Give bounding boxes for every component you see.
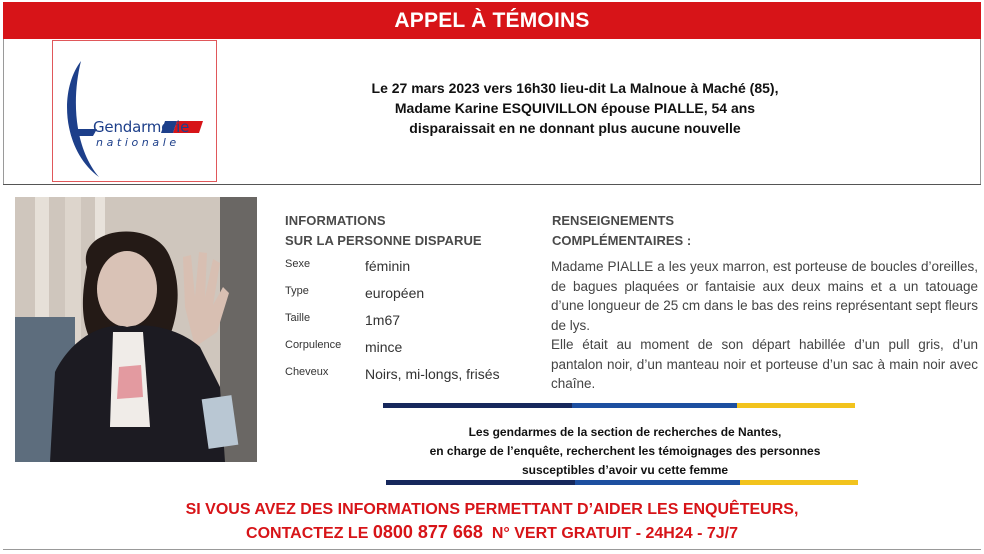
info-value-cheveux: Noirs, mi-longs, frisés xyxy=(365,366,500,382)
info-section-title xyxy=(285,211,482,251)
renseignements-title-line: RENSEIGNEMENTS xyxy=(552,213,675,228)
phone-number[interactable]: 0800 877 668 xyxy=(372,522,483,542)
info-label-cheveux: Cheveux xyxy=(285,366,329,378)
logo-text-gendarmerie: Gendarmerie xyxy=(93,118,190,136)
renseignements-paragraph: Elle était au moment de son départ habillée d’un pull gris, d’un pantalon noir, d’un manteau noir et porteuse d’un sac à main noir avec chaîne. xyxy=(551,337,978,391)
gendarmes-line: susceptibles d’avoir vu cette femme xyxy=(521,463,729,477)
tricolor-bar-bottom xyxy=(386,480,858,485)
call-to-action xyxy=(100,498,884,545)
intro-line: Madame Karine ESQUIVILLON épouse PIALLE, 54 ans xyxy=(394,100,756,116)
gendarmes-line: en charge de l’enquête, recherchent les témoignages des personnes xyxy=(429,444,821,458)
info-title-line: SUR LA PERSONNE DISPARUE xyxy=(285,233,482,248)
info-title-line: INFORMATIONS xyxy=(285,213,386,228)
tricolor-bar-top xyxy=(383,403,855,408)
logo-text-nationale: nationale xyxy=(96,136,180,149)
divider xyxy=(3,184,981,185)
gendarmerie-logo xyxy=(52,40,217,182)
info-value-taille: 1m67 xyxy=(365,312,401,328)
intro-text xyxy=(310,78,840,138)
intro-line: Le 27 mars 2023 vers 16h30 lieu-dit La Malnoue à Maché (85), xyxy=(371,80,779,96)
cta-suffix: N° VERT GRATUIT - 24H24 - 7J/7 xyxy=(482,525,738,542)
renseignements-text xyxy=(551,257,978,394)
renseignements-paragraph: Madame PIALLE a les yeux marron, est porteuse de boucles d’oreilles, de bagues plaquées or fantaisie aux deux mains et a un tatouage d’une longueur de 25 cm dans le bas des reins représentant sept fleurs de lys. xyxy=(551,259,978,333)
info-value-corpulence: mince xyxy=(365,339,403,355)
info-label-taille: Taille xyxy=(285,312,311,324)
frame-border-left xyxy=(3,39,4,184)
renseignements-title xyxy=(552,211,691,251)
gendarmes-line: Les gendarmes de la section de recherches de Nantes, xyxy=(468,425,782,439)
info-label-sexe: Sexe xyxy=(285,258,311,270)
cta-prefix: CONTACTEZ LE xyxy=(246,525,373,542)
info-label-type: Type xyxy=(285,285,309,297)
info-label-corpulence: Corpulence xyxy=(285,339,342,351)
intro-line: disparaissait en ne donnant plus aucune nouvelle xyxy=(409,120,741,136)
info-value-type: européen xyxy=(365,285,425,301)
cta-line-2 xyxy=(100,521,884,545)
missing-person-photo xyxy=(15,197,257,462)
info-value-sexe: féminin xyxy=(365,258,411,274)
renseignements-title-line: COMPLÉMENTAIRES : xyxy=(552,233,692,248)
frame-border-right xyxy=(980,39,981,184)
cta-line-1: SI VOUS AVEZ DES INFORMATIONS PERMETTANT D’AIDER LES ENQUÊTEURS, xyxy=(185,501,799,518)
page-title: APPEL À TÉMOINS xyxy=(3,2,981,39)
divider xyxy=(3,549,981,550)
gendarmerie-emblem-icon xyxy=(53,41,218,183)
gendarmes-notice xyxy=(395,423,855,480)
